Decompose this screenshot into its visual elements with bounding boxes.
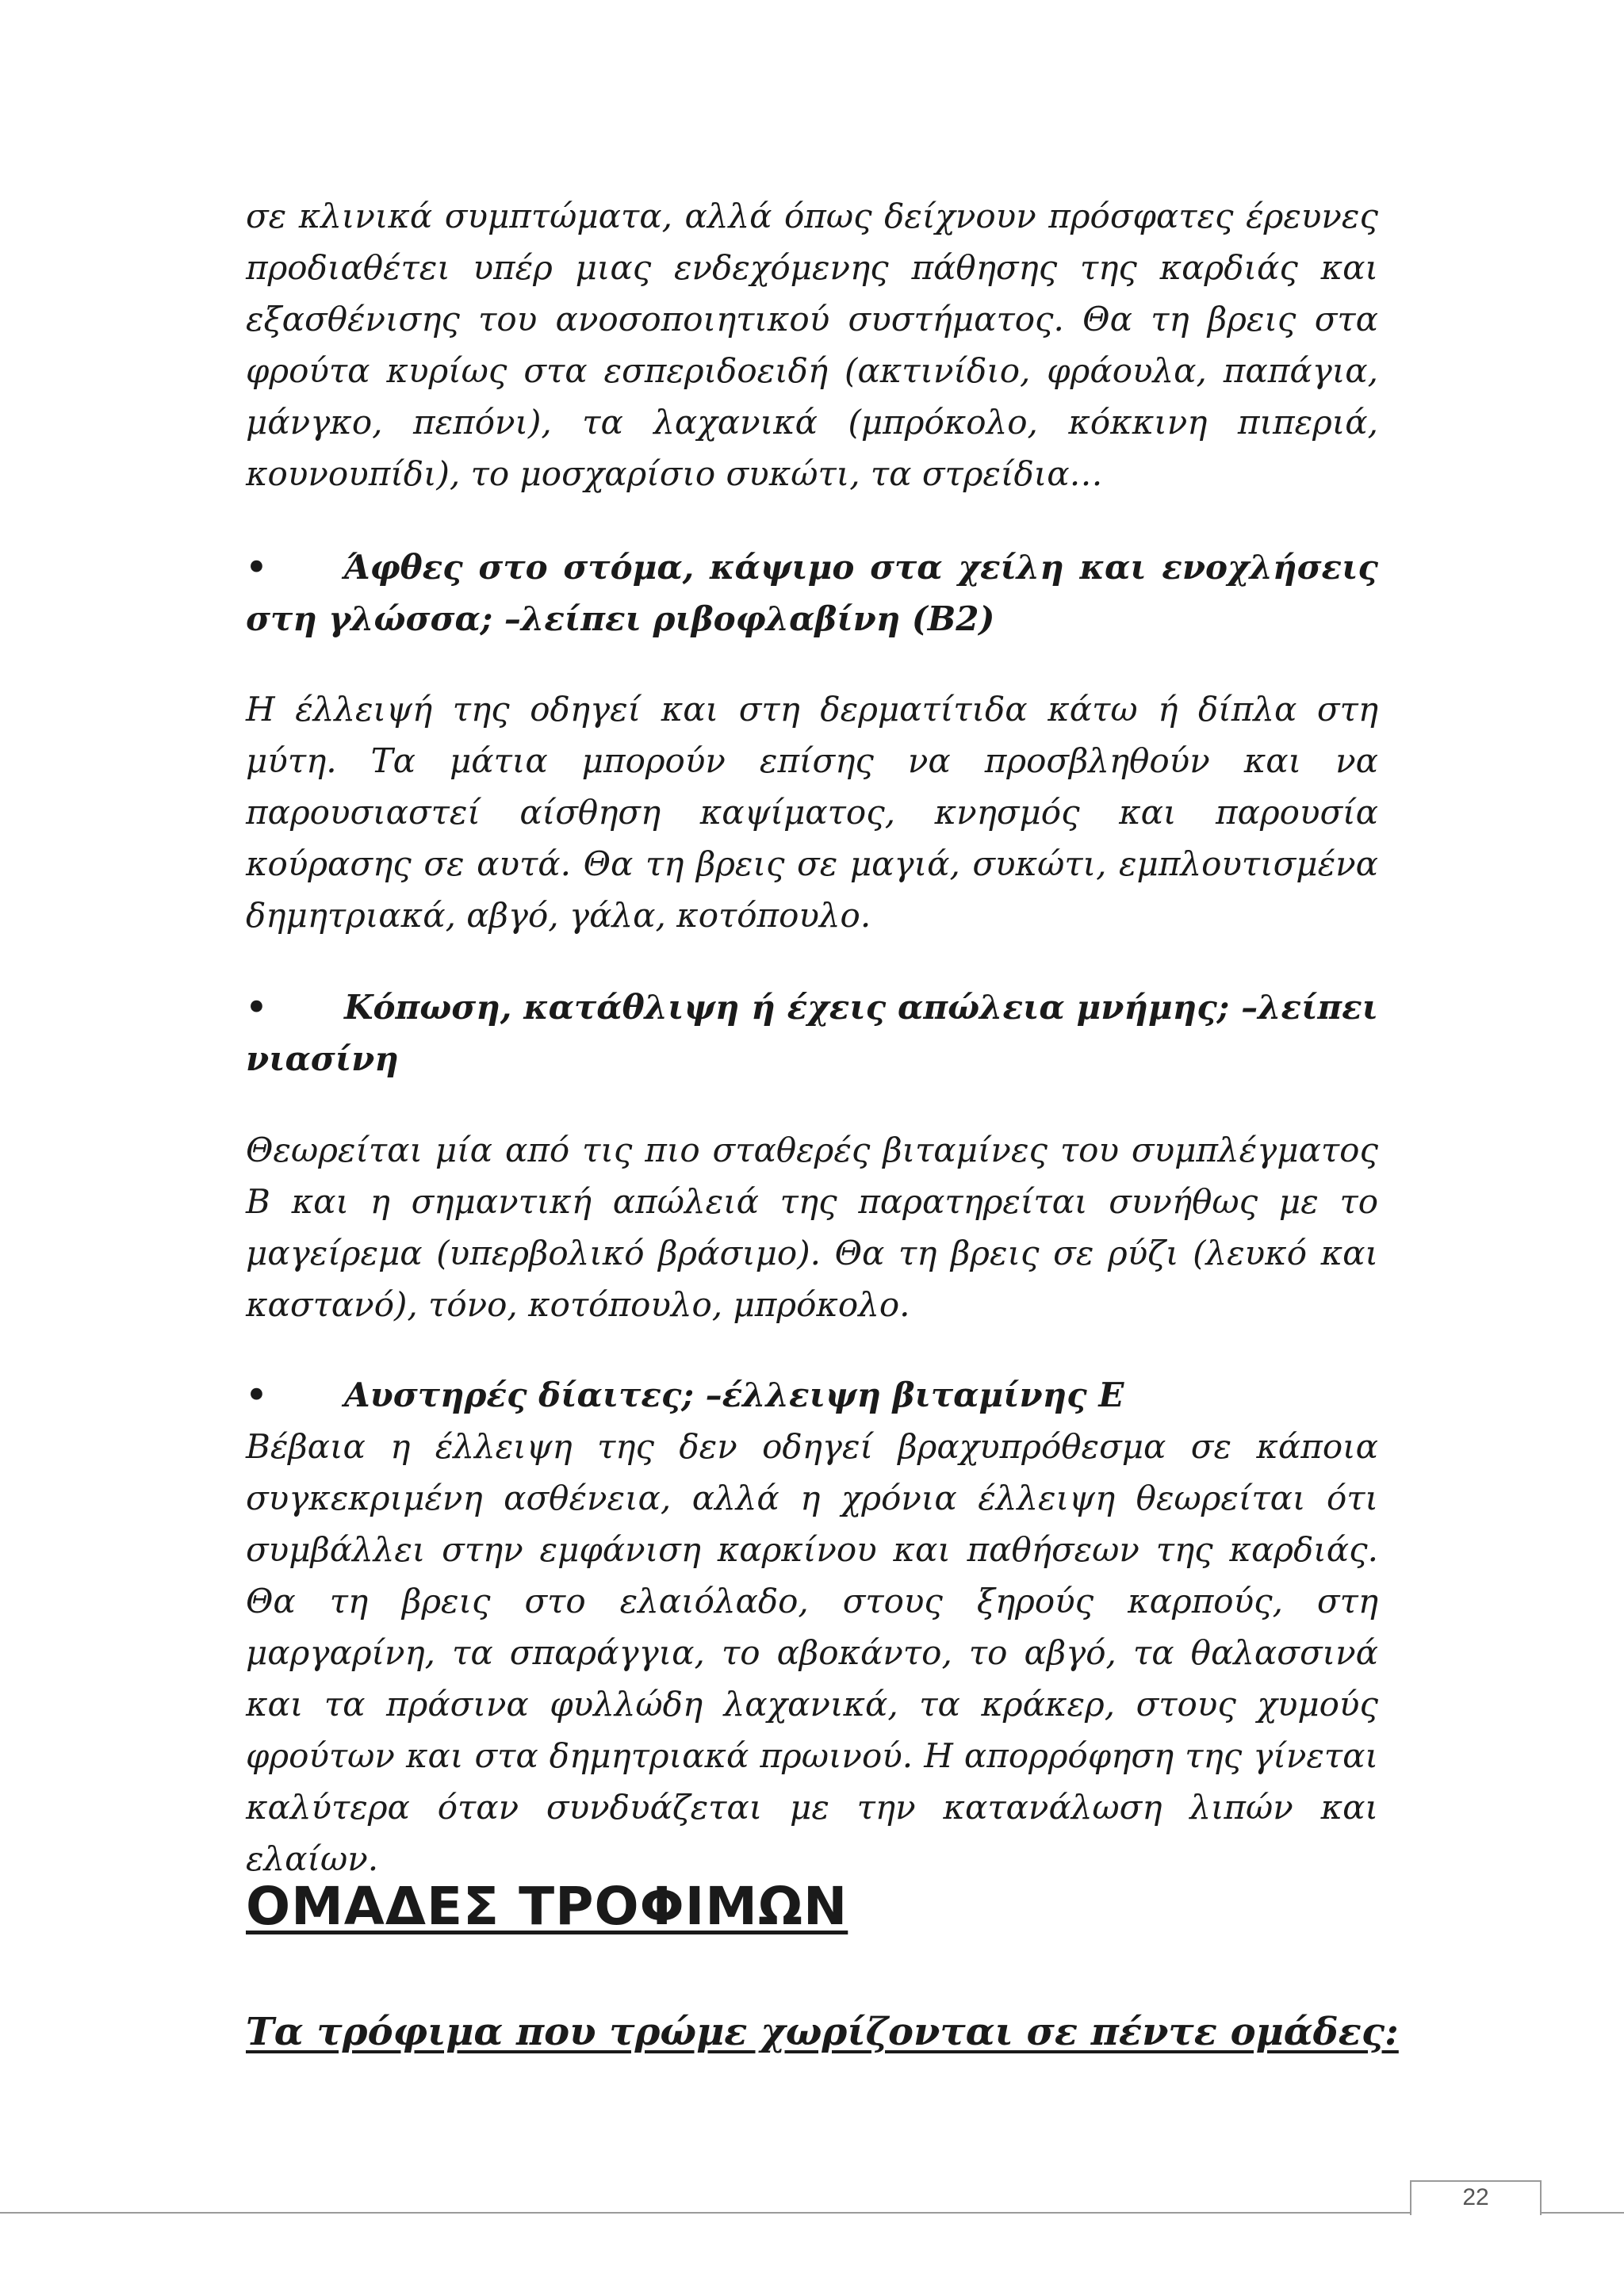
bullet-marker: • bbox=[246, 1376, 267, 1414]
bullet-riboflavin bbox=[246, 541, 1378, 645]
bullet-riboflavin-text: Άφθες στο στόμα, κάψιμο στα χείλη και ενοχλήσεις στη γλώσσα; –λείπει ριβοφλαβίνη (B2) bbox=[246, 548, 1378, 638]
bullet-niacin bbox=[246, 982, 1378, 1085]
sub-heading: Τα τρόφιμα που τρώμε χωρίζονται σε πέντε ομάδες: bbox=[246, 2010, 1399, 2054]
paragraph-niacin: Θεωρείται μία από τις πιο σταθερές βιταμίνες του συμπλέγματος Β και η σημαντική απώλειά της παρατηρείται συνήθως με το μαγείρεμα (υπερβολικό βράσιμο). Θα τη βρεις σε ρύζι (λευκό και καστανό), τόνο, κοτόπουλο, μπρόκολο. bbox=[246, 1131, 1378, 1324]
bullet-marker: • bbox=[246, 988, 267, 1027]
footer-divider bbox=[0, 2212, 1411, 2214]
bullet-marker: • bbox=[246, 548, 267, 587]
page-number: 22 bbox=[1462, 2184, 1489, 2210]
paragraph-riboflavin: Η έλλειψή της οδηγεί και στη δερματίτιδα κάτω ή δίπλα στη μύτη. Τα μάτια μπορούν επίσης να προσβληθούν και να παρουσιαστεί αίσθηση καψίματος, κνησμός και παρουσία κούρασης σε αυτά. Θα τη βρεις σε μαγιά, συκώτι, εμπλουτισμένα δημητριακά, αβγό, γάλα, κοτόπουλο. bbox=[246, 690, 1378, 935]
paragraph-vitamin-e: Βέβαια η έλλειψη της δεν οδηγεί βραχυπρόθεσμα σε κάποια συγκεκριμένη ασθένεια, αλλά η χρόνια έλλειψη θεωρείται ότι συμβάλλει στην εμφάνιση καρκίνου και παθήσεων της καρδιάς. Θα τη βρεις στο ελαιόλαδο, στους ξηρούς καρπούς, στη μαργαρίνη, τα σπαράγγια, το αβοκάντο, το αβγό, τα θαλασσινά και τα πράσινα φυλλώδη λαχανικά, τα κράκερ, στους χυμούς φρούτων και στα δημητριακά πρωινού. Η απορρόφηση της γίνεται καλύτερα όταν συνδυάζεται με την κατανάλωση λιπών και ελαίων. bbox=[246, 1427, 1378, 1878]
paragraph-vitamin-c: σε κλινικά συμπτώματα, αλλά όπως δείχνουν πρόσφατες έρευνες προδιαθέτει υπέρ μιας ενδεχόμενης πάθησης της καρδιάς και εξασθένισης του ανοσοποιητικού συστήματος. Θα τη βρεις στα φρούτα κυρίως στα εσπεριδοειδή (ακτινίδιο, φράουλα, παπάγια, μάνγκο, πεπόνι), τα λαχανικά (μπρόκολο, κόκκινη πιπεριά, κουνουπίδι), το μοσχαρίσιο συκώτι, τα στρείδια… bbox=[246, 197, 1378, 493]
bullet-niacin-text: Κόπωση, κατάθλιψη ή έχεις απώλεια μνήμης; –λείπει νιασίνη bbox=[246, 988, 1378, 1078]
footer-divider-right bbox=[1540, 2212, 1624, 2214]
bullet-vitamin-e-text: Αυστηρές δίαιτες; –έλλειψη βιταμίνης Ε bbox=[344, 1376, 1124, 1414]
bullet-vitamin-e bbox=[246, 1369, 1378, 1421]
section-heading: ΟΜΑΔΕΣ ΤΡΟΦΙΜΩΝ bbox=[246, 1876, 848, 1937]
